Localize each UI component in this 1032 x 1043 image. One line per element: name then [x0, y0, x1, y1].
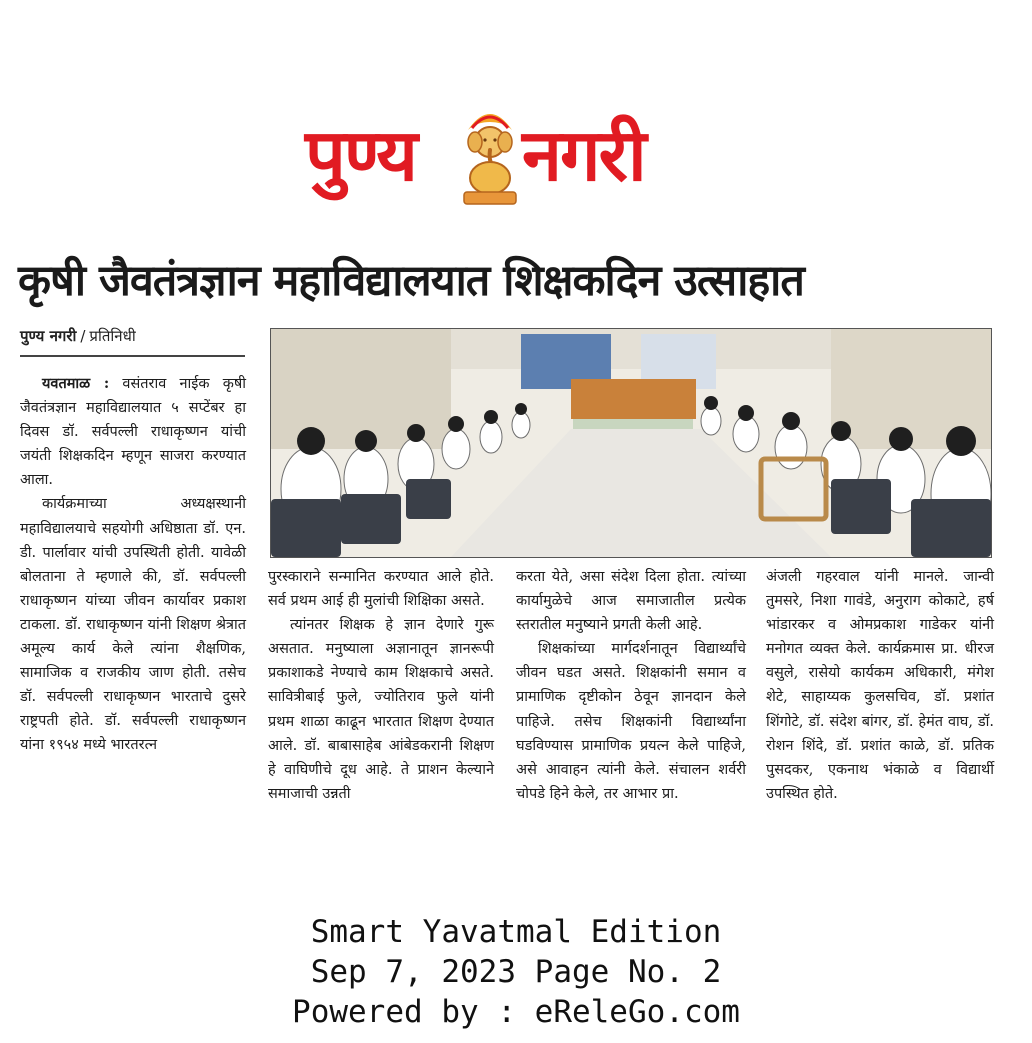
article-column-4: [766, 565, 994, 806]
article-paragraph: करता येते, असा संदेश दिला होता. त्यांच्या कार्यामुळेचे आज समाजातील प्रत्येक स्तरातील मनुष्याने प्रगती केली आहे.: [516, 569, 746, 634]
edition-name: Smart Yavatmal Edition: [310, 914, 722, 950]
event-photo: [270, 328, 992, 558]
article-paragraph: त्यांनतर शिक्षक हे ज्ञान देणारे गुरू असतात. मनुष्याला अज्ञानातून ज्ञानरूपी प्रकाशाकडे नेण्याचे काम शिक्षकाचे असते. सावित्रीबाई फुले, ज्योतिराव फुले यांनी प्रथम शाळा काढून भारतात शिक्षण देण्यात आले. डॉ. बाबासाहेब आंबेडकरानी शिक्षण हे वाघिणीचे दूध आहे. ते प्राशन केल्याने समाजाची उन्नती: [268, 617, 494, 802]
byline-separator: /: [80, 327, 86, 345]
event-photo-illustration: [271, 329, 991, 557]
article-dateline: यवतमाळ :: [42, 375, 110, 392]
masthead: [0, 92, 1032, 222]
article-column-3: [516, 565, 746, 806]
ganesha-emblem-icon: [458, 100, 522, 210]
byline-divider: [20, 355, 245, 357]
article-paragraph: अंजली गहरवाल यांनी मानले. जान्वी तुमसरे, निशा गावंडे, अनुराग कोकाटे, हर्ष भांडारकर व ओमप्रकाश गाडेकर यांनी मनोगत व्यक्त केले. कार्यक्रमास प्रा. धीरज वसुले, रासेयो कार्यकम अधिकारी, मंगेश शेटे, साहाय्यक कुलसचिव, डॉ. प्रशांत शिंगोटे, डॉ. संदेश बांगर, डॉ. हेमंत वाघ, डॉ. रोशन शिंदे, डॉ. प्रशांत काळे, डॉ. प्रतिक पुसदकर, एकनाथ भंकाळे व विद्यार्थी उपस्थित होते.: [766, 569, 994, 802]
masthead-title-left: पुण्य: [305, 113, 416, 197]
article-paragraph: कार्यक्रमाच्या अध्यक्षस्थानी महाविद्यालयाचे सहयोगी अधिष्ठाता डॉ. एन. डी. पार्लावार यांची उपस्थिती होती. यावेळी बोलताना ते म्हणाले की, डॉ. सर्वपल्ली राधाकृष्णन यांच्या जीवन कार्यावर प्रकाश टाकला. डॉ. राधाकृष्णन यांनी शिक्षण श्रेत्रात अमूल्य कार्य केले त्यांना शैक्षणिक, सामाजिक व राजकीय जाण होती. तसेच डॉ. सर्वपल्ली राधाकृष्णन भारताचे दुसरे राष्ट्रपती होते. डॉ. सर्वपल्ली राधाकृष्णन यांना १९५४ मध्ये भारतरत्न: [20, 496, 246, 754]
article-paragraph: पुरस्काराने सन्मानित करण्यात आले होते. सर्व प्रथम आई ही मुलांची शिक्षिका असते.: [268, 569, 494, 610]
edition-footer: [0, 912, 1032, 1032]
powered-by: Powered by : eReleGo.com: [292, 994, 740, 1030]
edition-date-page: Sep 7, 2023 Page No. 2: [310, 954, 722, 990]
article-column-1: [20, 372, 246, 758]
article-column-2: [268, 565, 494, 806]
article-headline: कृषी जैवतंत्रज्ञान महाविद्यालयात शिक्षकदिन उत्साहात: [18, 256, 804, 306]
byline-paper: पुण्य नगरी: [20, 327, 77, 345]
masthead-title-right: नगरी: [522, 113, 645, 197]
article-paragraph: वसंतराव नाईक कृषी जैवतंत्रज्ञान महाविद्यालयात ५ सप्टेंबर हा दिवस डॉ. सर्वपल्ली राधाकृष्णन यांची जयंती शिक्षकदिन म्हणून साजरा करण्यात आला.: [20, 376, 246, 489]
article-paragraph: शिक्षकांच्या मार्गदर्शनातून विद्यार्थ्यांचे जीवन घडत असते. शिक्षकांनी समान व प्रामाणिक दृष्टीकोन ठेवून ज्ञानदान केले पाहिजे. तसेच शिक्षकांनी विद्यार्थ्यांना घडविण्यास प्रामाणिक प्रयत्न केले पाहिजे, असे आवाहन त्यांनी केले. संचालन शर्वरी चोपडे हिने केले, तर आभार प्रा.: [516, 641, 746, 802]
byline: [20, 326, 136, 346]
byline-role: प्रतिनिधी: [89, 327, 136, 345]
